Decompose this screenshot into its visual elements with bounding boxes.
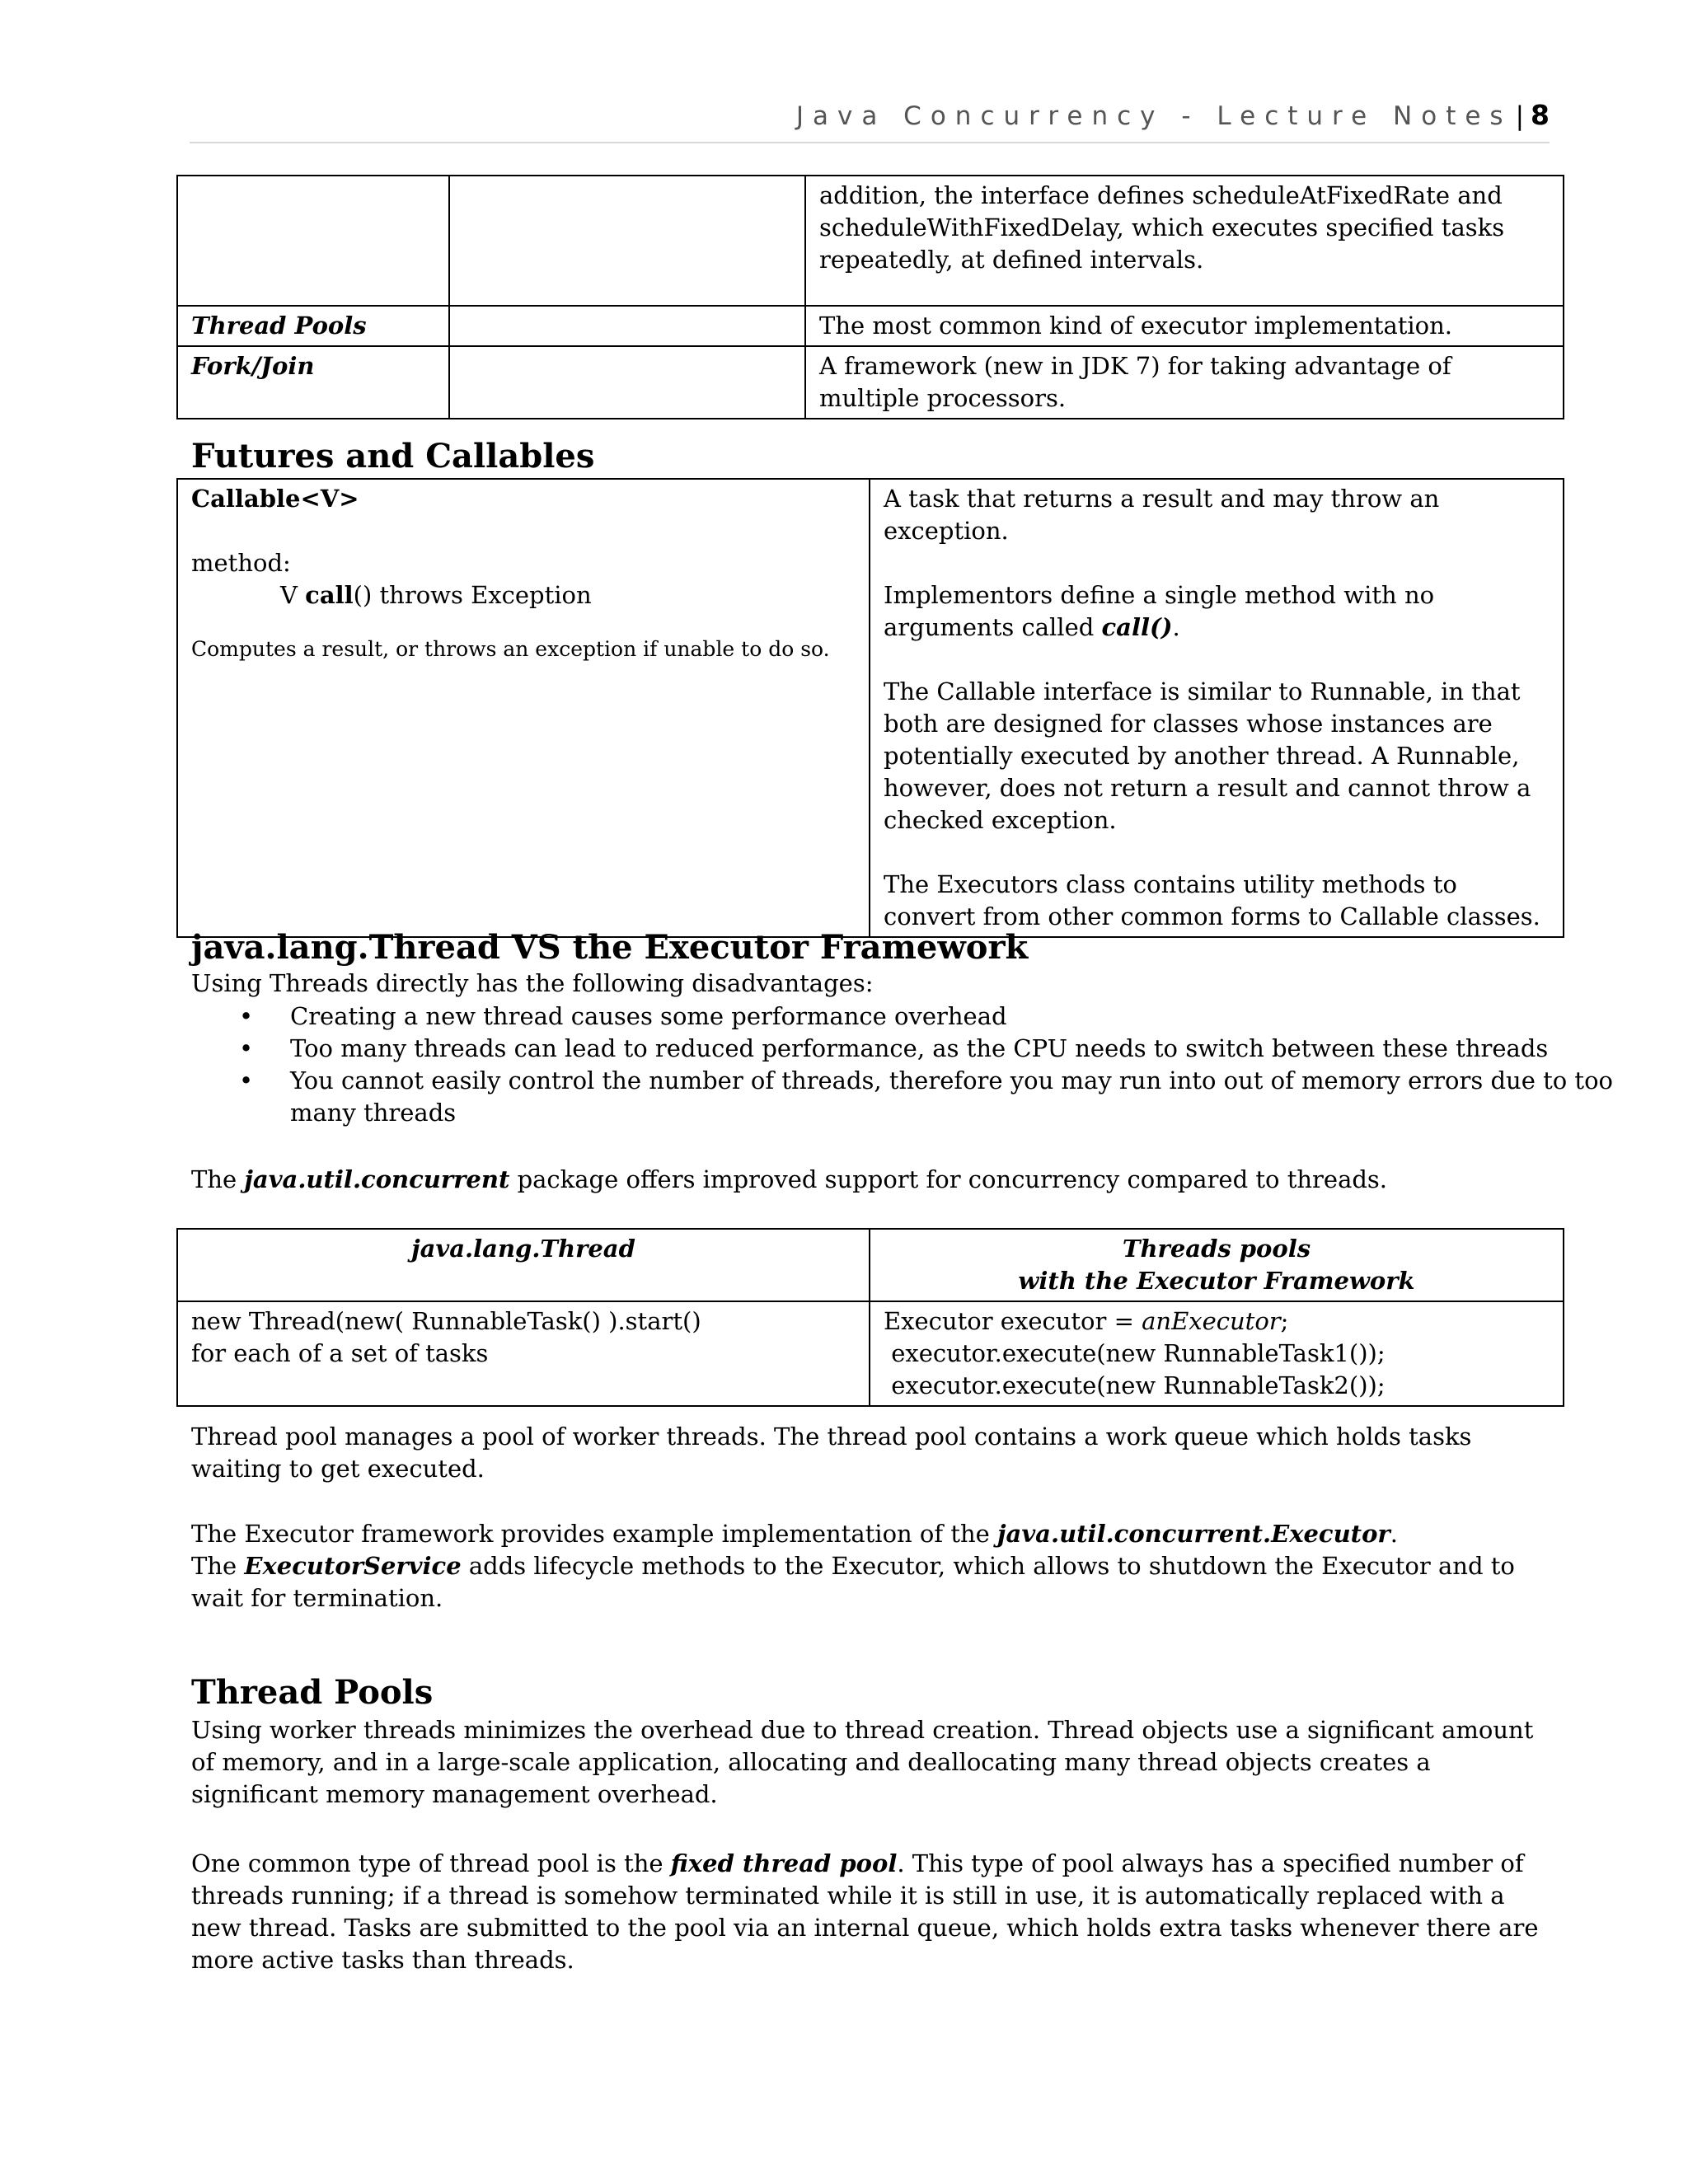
table-cell <box>177 1301 870 1406</box>
package-name: java.util.concurrent <box>244 1165 510 1193</box>
executor-variable: anExecutor <box>1142 1307 1281 1335</box>
method-name: call <box>305 581 354 609</box>
call-method-emphasis: call() <box>1101 613 1173 641</box>
table-row <box>177 346 1564 419</box>
text-span: . This type of pool always has a specified number of threads running; if a thread is somehow terminated while it is still in use, it is automatically replaced with a new thread. Tasks are submitted to the pool via an internal queue, which holds extra tasks whenever there are more active tasks than threads. <box>191 1849 1539 1974</box>
table-row <box>177 306 1564 346</box>
fixed-thread-pool-term: fixed thread pool <box>670 1849 898 1877</box>
list-item: • Creating a new thread causes some performance overhead <box>290 1001 1642 1033</box>
table-header-row <box>177 1229 1564 1301</box>
column-header: java.lang.Thread <box>177 1229 870 1301</box>
text-span: . <box>1172 613 1180 641</box>
text-span: . <box>1390 1520 1398 1548</box>
table-row <box>177 479 1564 937</box>
text-span: Executor executor = <box>884 1307 1142 1335</box>
text-span: Implementors define a single method with no arguments called <box>884 581 1435 641</box>
text-span: The <box>191 1552 245 1580</box>
executor-service-paragraph <box>191 1550 1543 1615</box>
code-line: executor.execute(new RunnableTask1()); <box>884 1339 1386 1367</box>
table-row <box>177 1301 1564 1406</box>
table-cell <box>449 176 805 306</box>
thread-pool-paragraph: Thread pool manages a pool of worker threads. The thread pool contains a work queue which holds tasks waiting to get executed. <box>191 1422 1472 1483</box>
section-heading-thread-pools: Thread Pools <box>191 1673 434 1712</box>
code-line: executor.execute(new RunnableTask2()); <box>884 1371 1386 1399</box>
table-cell: The most common kind of executor implementation. <box>805 306 1564 346</box>
comparison-table <box>176 1228 1564 1407</box>
text-span: One common type of thread pool is the <box>191 1849 671 1877</box>
column-header <box>870 1229 1564 1301</box>
text-span: package offers improved support for concurrency compared to threads. <box>509 1165 1388 1193</box>
column-header-line: Threads pools <box>1122 1235 1311 1263</box>
code-line <box>884 1305 1550 1338</box>
callable-type: Callable<V> <box>191 485 359 513</box>
code-line: for each of a set of tasks <box>191 1339 489 1367</box>
futures-desc-1: A task that returns a result and may throw an exception. <box>884 485 1440 545</box>
section-heading-futures: Futures and Callables <box>191 437 595 476</box>
thread-pools-paragraph-2 <box>191 1848 1543 1976</box>
futures-desc-4: The Executors class contains utility methods to convert from other common forms to Callable classes. <box>884 870 1540 930</box>
table-cell: Fork/Join <box>177 346 449 419</box>
futures-desc-2 <box>884 579 1550 644</box>
list-item: • You cannot easily control the number of threads, therefore you may run into out of memory errors due to too many threads <box>290 1065 1642 1129</box>
text-span: The <box>191 1165 245 1193</box>
text-span: adds lifecycle methods to the Executor, which allows to shutdown the Executor and to wait for termination. <box>191 1552 1515 1612</box>
table-cell <box>177 176 449 306</box>
method-description: Computes a result, or throws an exception if unable to do so. <box>191 637 830 661</box>
executor-interface-name: java.util.concurrent.Executor <box>997 1520 1390 1548</box>
table-cell <box>870 1301 1564 1406</box>
thread-pools-paragraph-1: Using worker threads minimizes the overhead due to thread creation. Thread objects use a significant amount of memory, and in a large-scale application, allocating and deallocating many thread objects creates a significant memory management overhead. <box>191 1716 1534 1808</box>
table-cell <box>870 479 1564 937</box>
table-cell <box>449 306 805 346</box>
text-span: ; <box>1280 1307 1289 1335</box>
table-cell: addition, the interface defines scheduleAtFixedRate and scheduleWithFixedDelay, which executes specified tasks repeatedly, at defined intervals. <box>805 176 1564 306</box>
method-rest: () throws Exception <box>353 581 592 609</box>
method-return-type: V <box>280 581 306 609</box>
executors-table <box>176 175 1564 419</box>
package-paragraph <box>191 1164 1543 1196</box>
disadvantages-list <box>191 1001 1642 1129</box>
header-separator: | <box>1515 101 1525 131</box>
column-header-line: with the Executor Framework <box>1018 1267 1415 1295</box>
code-line: new Thread(new( RunnableTask() ).start() <box>191 1307 701 1335</box>
table-cell <box>177 479 870 937</box>
executor-framework-paragraph <box>191 1518 1543 1550</box>
table-cell: Thread Pools <box>177 306 449 346</box>
page-number: 8 <box>1531 99 1550 131</box>
executor-service-name: ExecutorService <box>244 1552 462 1580</box>
table-cell: A framework (new in JDK 7) for taking advantage of multiple processors. <box>805 346 1564 419</box>
table-row <box>177 176 1564 306</box>
section-heading-thread-vs: java.lang.Thread VS the Executor Framework <box>191 928 1029 967</box>
futures-table <box>176 478 1564 938</box>
futures-desc-3: The Callable interface is similar to Runnable, in that both are designed for classes whose instances are potentially executed by another thread. A Runnable, however, does not return a result and cannot throw a checked exception. <box>884 677 1531 834</box>
method-label: method: <box>191 549 291 577</box>
thread-vs-intro: Using Threads directly has the following disadvantages: <box>191 969 874 997</box>
list-item: • Too many threads can lead to reduced performance, as the CPU needs to switch between these threads <box>290 1033 1642 1065</box>
text-span: The Executor framework provides example implementation of the <box>191 1520 998 1548</box>
method-signature <box>191 579 856 612</box>
header-title: Java Concurrency - Lecture Notes <box>795 101 1512 131</box>
page-header <box>190 99 1550 143</box>
table-cell <box>449 346 805 419</box>
